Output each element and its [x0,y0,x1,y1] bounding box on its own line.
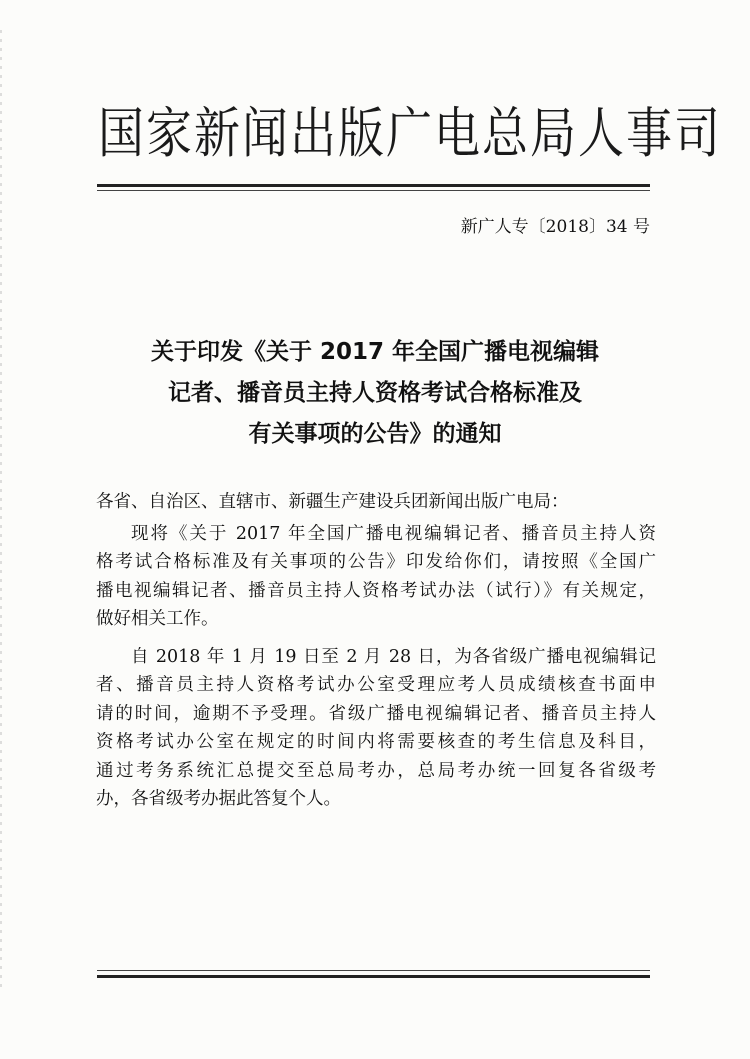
paragraph-line: 播电视编辑记者、播音员主持人资格考试办法（试行）》有关规定， [96,580,656,601]
paragraph-line: 做好相关工作。 [96,609,219,629]
footer-rule-thin [97,970,650,971]
header-rule-thin [97,190,650,191]
title-line: 记者、播音员主持人资格考试合格标准及 [168,380,582,406]
footer-rule-thick [97,975,650,978]
paragraph-1 [96,520,656,634]
paragraph-line: 格考试合格标准及有关事项的公告》印发给你们，请按照《全国广 [96,552,656,572]
paragraph-line: 通过考务系统汇总提交至总局考办，总局考办统一回复各省级考 [96,760,656,781]
document-number: 新广人专〔2018〕34 号 [460,217,650,237]
paragraph-2 [96,643,656,814]
salutation: 各省、自治区、直辖市、新疆生产建设兵团新闻出版广电局： [96,492,569,512]
paragraph-line: 自 2018 年 1 月 19 日至 2 月 28 日，为各省级广播电视编辑记 [131,646,656,667]
document-title [100,332,650,455]
issuing-organization: 国家新闻出版广电总局人事司 [98,101,722,165]
paragraph-line: 办，各省级考办据此答复个人。 [96,789,341,809]
title-line: 关于印发《关于 2017 年全国广播电视编辑 [150,339,600,365]
paragraph-line: 现将《关于 2017 年全国广播电视编辑记者、播音员主持人资 [131,523,656,544]
paragraph-line: 者、播音员主持人资格考试办公室受理应考人员成绩核查书面申 [96,675,656,695]
header-rule-thick [97,184,650,187]
document-body [96,488,656,823]
title-line: 有关事项的公告》的通知 [248,421,502,447]
scan-edge-marks [0,30,2,990]
paragraph-line: 请的时间，逾期不予受理。省级广播电视编辑记者、播音员主持人 [96,703,656,724]
paragraph-line: 资格考试办公室在规定的时间内将需要核查的考生信息及科目， [96,732,656,752]
